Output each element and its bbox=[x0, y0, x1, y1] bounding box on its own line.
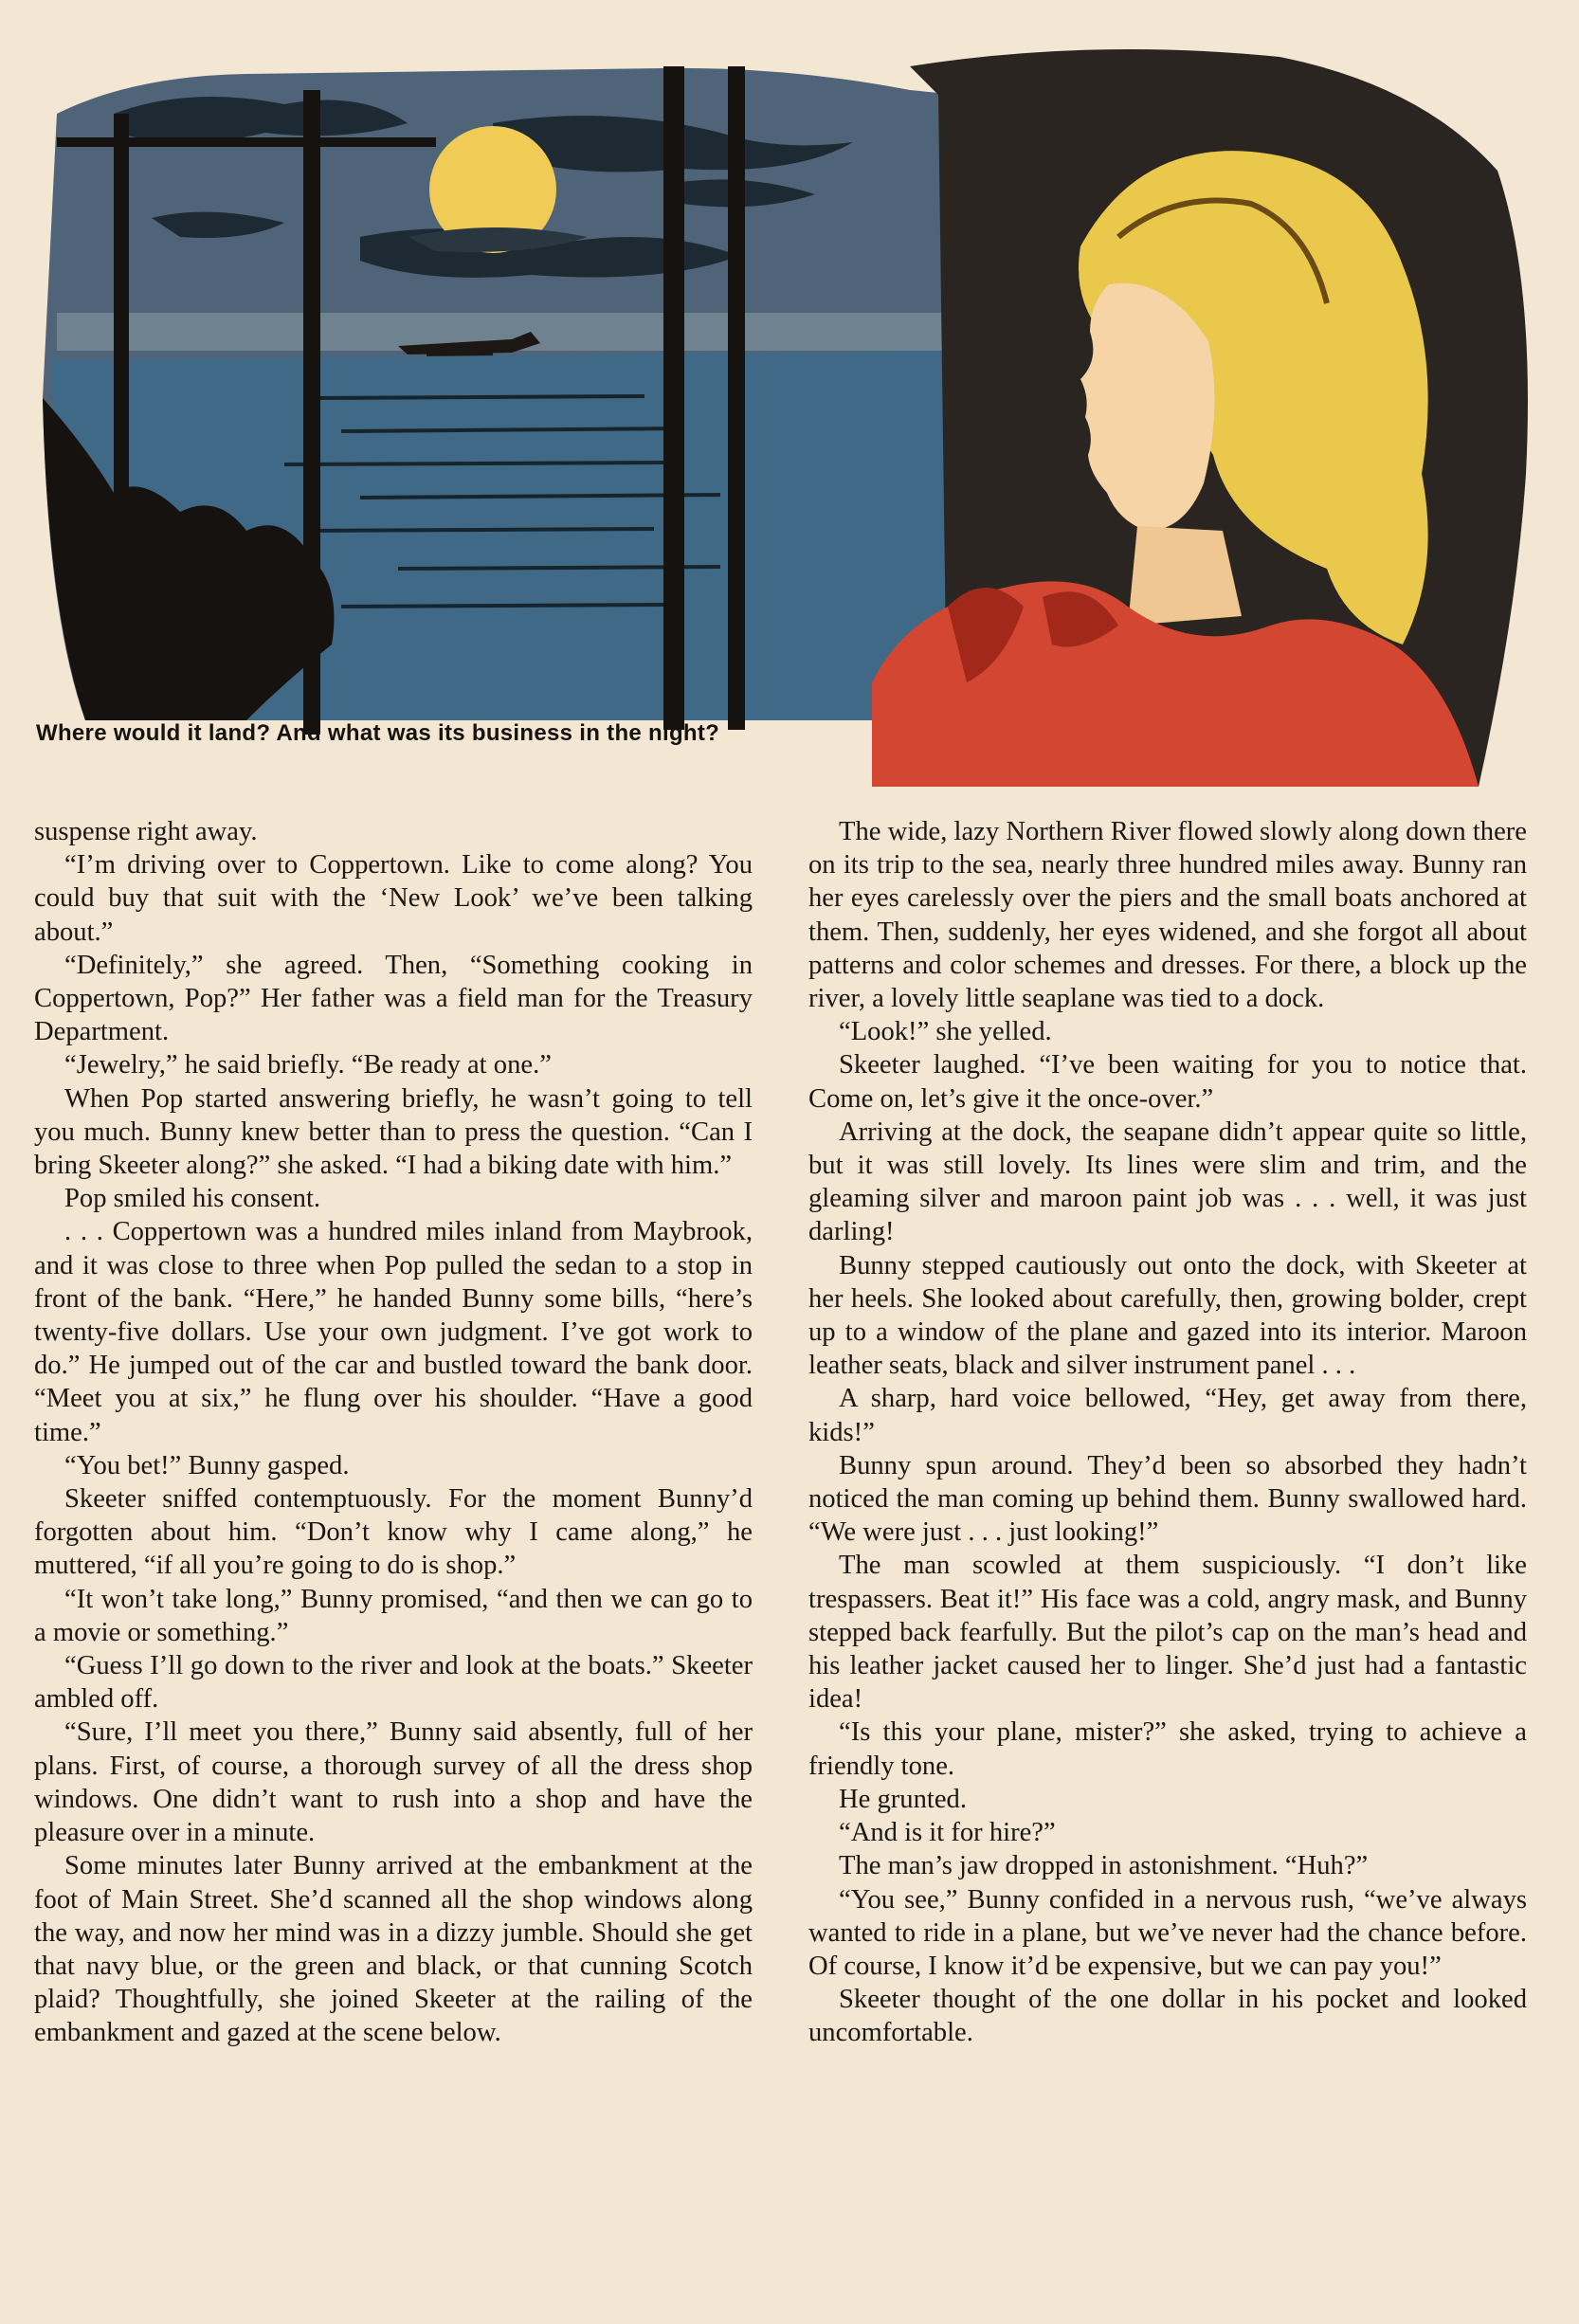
paragraph: “Sure, I’ll meet you there,” Bunny said absently, full of her plans. First, of course, a thorough survey of all the dress shop windows. One didn’t want to rush into a shop and have the pleasure over in a minute. bbox=[34, 1717, 753, 1848]
paragraph: A sharp, hard voice bellowed, “Hey, get away from there, kids!” bbox=[808, 1384, 1527, 1447]
paragraph: Bunny spun around. They’d been so absorbed they hadn’t noticed the man coming up behind them. Bunny swallowed hard. “We were just . . . just looking!” bbox=[808, 1450, 1527, 1548]
illustration-caption: Where would it land? And what was its business in the night? bbox=[36, 720, 720, 746]
paragraph: suspense right away. bbox=[34, 817, 258, 846]
paragraph: The man’s jaw dropped in astonishment. “Huh?” bbox=[839, 1851, 1369, 1881]
paragraph: “Guess I’ll go down to the river and look at the boats.” Skeeter ambled off. bbox=[34, 1651, 753, 1715]
paragraph: The wide, lazy Northern River flowed slowly along down there on its trip to the sea, nearly three hundred miles away. Bunny ran her eyes carelessly over the piers and the small boats anchored at them. Then, suddenly, her eyes widened, and she forgot all about patterns and color schemes and dresses. For there, a block up the river, a lovely little seaplane was tied to a dock. bbox=[808, 817, 1527, 1014]
text-column-left bbox=[34, 815, 753, 2050]
paragraph: “You see,” Bunny confided in a nervous rush, “we’ve always wanted to ride in a plane, but we’ve never had the chance before. Of course, I know it’d be expensive, but we can pay you!” bbox=[808, 1884, 1527, 1981]
paragraph: “Look!” she yelled. bbox=[839, 1017, 1052, 1047]
paragraph: He grunted. bbox=[839, 1784, 967, 1814]
paragraph: “And is it for hire?” bbox=[839, 1818, 1056, 1848]
paragraph: . . . Coppertown was a hundred miles inland from Maybrook, and it was close to three when Pop pulled the sedan to a stop in front of the bank. “Here,” he handed Bunny some bills, “here’s twenty-five dollars. Use your own judgment. I’ve got work to do.” He jumped out of the car and bustled toward the bank door. “Meet you at six,” he flung over his shoulder. “Have a good time.” bbox=[34, 1217, 753, 1447]
paragraph: The man scowled at them suspiciously. “I don’t like trespassers. Beat it!” His face was a cold, angry mask, and Bunny stepped back fearfully. But the pilot’s cap on the man’s head and his leather jacket caused her to linger. She’d just had a fantastic idea! bbox=[808, 1551, 1527, 1715]
paragraph: Skeeter laughed. “I’ve been waiting for you to notice that. Come on, let’s give it the once-over.” bbox=[808, 1050, 1527, 1114]
paragraph: Some minutes later Bunny arrived at the embankment at the foot of Main Street. She’d scanned all the shop windows along the way, and now her mind was in a dizzy jumble. Should she get that navy blue, or the green and black, or that cunning Scotch plaid? Thoughtfully, she joined Skeeter at the railing of the embankment and gazed at the scene below. bbox=[34, 1851, 753, 2048]
paragraph: “I’m driving over to Coppertown. Like to come along? You could buy that suit with the ‘New Look’ we’ve been talking about.” bbox=[34, 850, 753, 947]
paragraph: “Definitely,” she agreed. Then, “Something cooking in Coppertown, Pop?” Her father was a field man for the Treasury Department. bbox=[34, 950, 753, 1047]
paragraph: Skeeter sniffed contemptuously. For the moment Bunny’d forgotten about him. “Don’t know why I came along,” he muttered, “if all you’re going to do is shop.” bbox=[34, 1484, 753, 1581]
paragraph: When Pop started answering briefly, he wasn’t going to tell you much. Bunny knew better than to press the question. “Can I bring Skeeter along?” she asked. “I had a biking date with him.” bbox=[34, 1083, 753, 1181]
paragraph: Skeeter thought of the one dollar in his pocket and looked uncomfortable. bbox=[808, 1985, 1527, 2048]
girl-neck bbox=[1128, 526, 1242, 626]
paragraph: “Is this your plane, mister?” she asked, trying to achieve a friendly tone. bbox=[808, 1717, 1527, 1781]
paragraph: Arriving at the dock, the seapane didn’t appear quite so little, but it was still lovely. Its lines were slim and trim, and the gleaming silver and maroon paint job was . . . well, it was just darling! bbox=[808, 1117, 1527, 1247]
paragraph: “It won’t take long,” Bunny promised, “and then we can go to a movie or something.” bbox=[34, 1584, 753, 1647]
paragraph: “You bet!” Bunny gasped. bbox=[64, 1450, 350, 1480]
paragraph: “Jewelry,” he said briefly. “Be ready at one.” bbox=[64, 1050, 552, 1080]
paragraph: Bunny stepped cautiously out onto the dock, with Skeeter at her heels. She looked about carefully, then, growing bolder, crept up to a window of the plane and gazed into its interior. Maroon leather seats, black and silver instrument panel . . . bbox=[808, 1250, 1527, 1381]
paragraph: Pop smiled his consent. bbox=[64, 1184, 321, 1214]
text-column-right bbox=[808, 815, 1527, 2050]
illustration-night-scene bbox=[0, 0, 1579, 787]
